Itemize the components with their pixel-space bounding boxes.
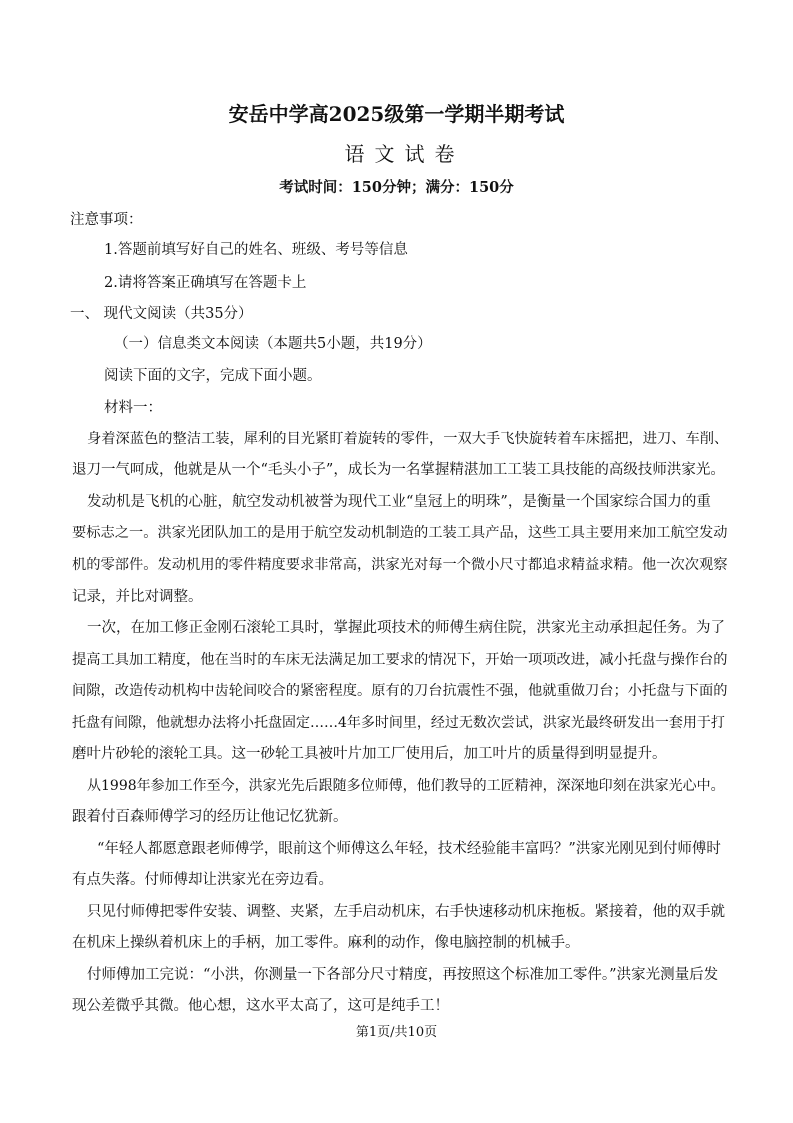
body-line: 身着深蓝色的整洁工装，犀利的目光紧盯着旋转的零件，一双大手飞快旋转着车床摇把，进刀、车削、 [87, 431, 729, 447]
section-heading: 一、 现代文阅读（共35分） [70, 306, 253, 322]
body-line: 从1998年参加工作至今，洪家光先后跟随多位师傅，他们教导的工匠精神，深深地印刻在洪家光心中。 [87, 778, 725, 794]
exam-subject: 语文试卷 [344, 142, 465, 166]
reading-instruction: 阅读下面的文字，完成下面小题。 [104, 368, 322, 384]
body-line: 间隙，改造传动机构中齿轮间咬合的紧密程度。原有的刀台抗震性不强，他就重做刀台；小托盘与下面的 [72, 683, 728, 699]
body-line: 一次，在加工修正金刚石滚轮工具时，掌握此项技术的师傅生病住院，洪家光主动承担起任务。为了 [87, 620, 725, 636]
exam-title: 安岳中学高2025级第一学期半期考试 [228, 102, 565, 126]
body-line: 提高工具加工精度，他在当时的车床无法满足加工要求的情况下，开始一项项改进，减小托盘与操作台的 [72, 652, 728, 668]
exam-info: 考试时间：150分钟；满分：150分 [279, 179, 514, 196]
body-line: “年轻人都愿意跟老师傅学，眼前这个师傅这么年轻，技术经验能丰富吗？”洪家光刚见到付师傅时 [97, 841, 721, 857]
body-line: 在机床上操纵着机床上的手柄，加工零件。麻利的动作，像电脑控制的机械手。 [72, 935, 580, 951]
body-line: 只见付师傅把零件安装、调整、夹紧，左手启动机床，右手快速移动机床拖板。紧接着，他的双手就 [87, 904, 725, 920]
material-label: 材料一： [104, 400, 162, 416]
body-line: 退刀一气呵成，他就是从一个“毛头小子”，成长为一名掌握精湛加工工装工具技能的高级技师洪家光。 [72, 462, 725, 478]
section-subheading: （一）信息类文本阅读（本题共5小题，共19分） [114, 336, 432, 352]
body-line: 有点失落。付师傅却让洪家光在旁边看。 [72, 872, 333, 888]
body-line: 要标志之一。洪家光团队加工的是用于航空发动机制造的工装工具产品，这些工具主要用来加工航空发动 [72, 525, 728, 541]
notice-item-2: 2.请将答案正确填写在答题卡上 [104, 275, 307, 291]
body-line: 现公差微乎其微。他心想，这水平太高了，这可是纯手工！ [72, 998, 449, 1014]
body-line: 发动机是飞机的心脏，航空发动机被誉为现代工业“皇冠上的明珠”，是衡量一个国家综合国力的重 [87, 494, 711, 510]
body-line: 记录，并比对调整。 [72, 589, 203, 605]
body-line: 托盘有间隙，他就想办法将小托盘固定……4年多时间里，经过无数次尝试，洪家光最终研发出一套用于打 [72, 715, 725, 731]
body-line: 跟着付百森师傅学习的经历让他记忆犹新。 [72, 809, 348, 825]
page-number: 第1页/共10页 [355, 1025, 438, 1040]
notice-label: 注意事项： [70, 212, 143, 228]
body-line: 磨叶片砂轮的滚轮工具。这一砂轮工具被叶片加工厂使用后，加工叶片的质量得到明显提升。 [72, 746, 667, 762]
notice-item-1: 1.答题前填写好自己的姓名、班级、考号等信息 [104, 242, 408, 258]
body-line: 机的零部件。发动机用的零件精度要求非常高，洪家光对每一个微小尺寸都追求精益求精。他一次次观察 [72, 557, 728, 573]
body-line: 付师傅加工完说：“小洪，你测量一下各部分尺寸精度，再按照这个标准加工零件。”洪家光测量后发 [87, 967, 719, 983]
